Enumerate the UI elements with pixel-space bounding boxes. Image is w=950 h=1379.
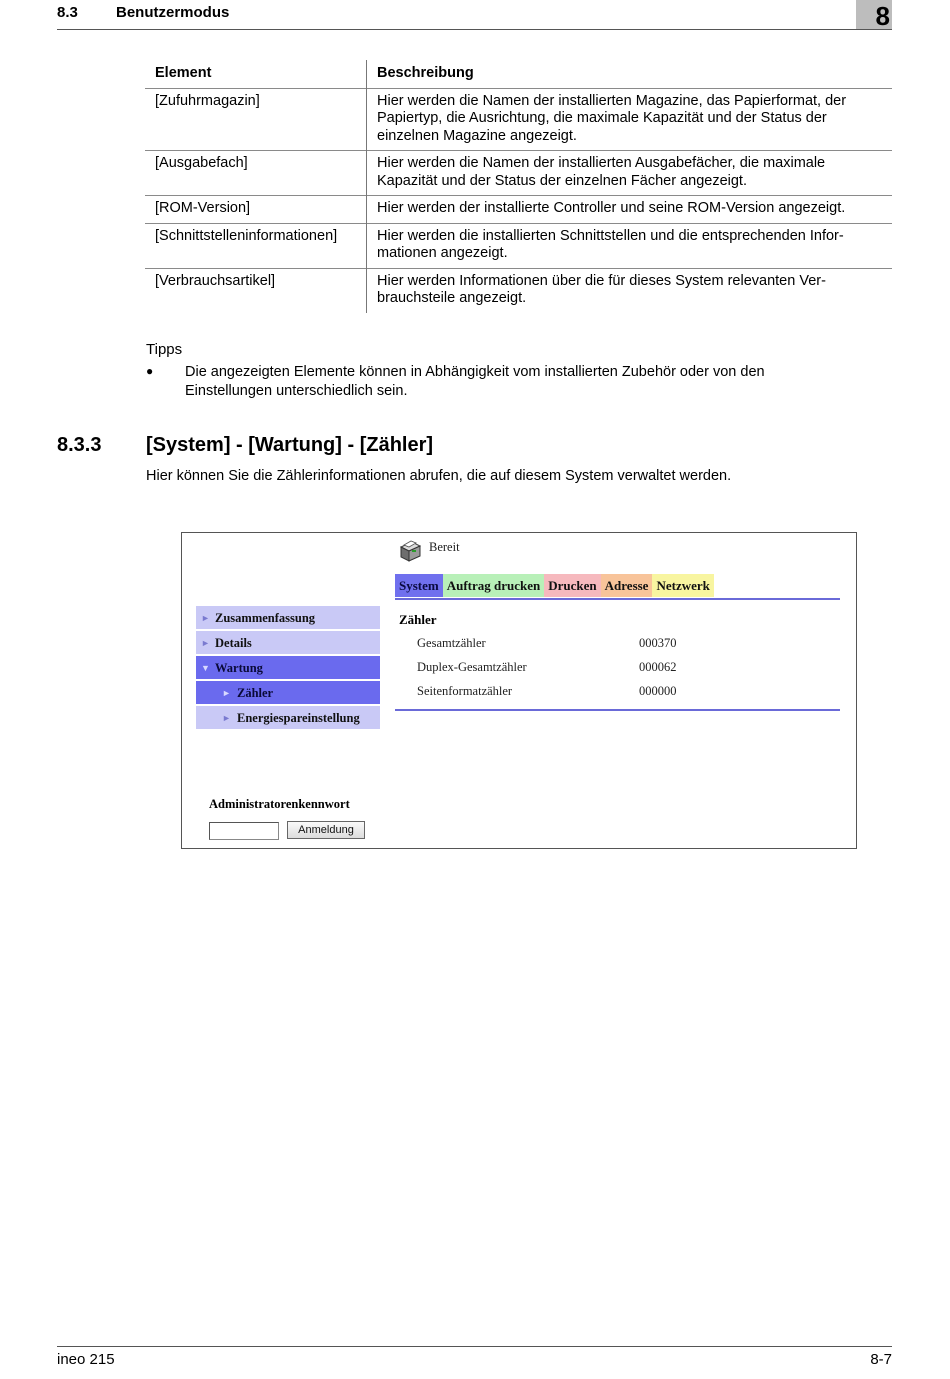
element-cell: [ROM-Version] bbox=[145, 196, 367, 224]
column-header-element: Element bbox=[145, 60, 367, 88]
counter-row bbox=[417, 660, 717, 680]
arrow-right-icon: ► bbox=[201, 638, 210, 648]
counter-label: Duplex-Gesamtzähler bbox=[417, 660, 527, 674]
element-table bbox=[145, 60, 892, 313]
tab-auftrag-drucken[interactable]: Auftrag drucken bbox=[443, 574, 545, 597]
tab-drucken[interactable]: Drucken bbox=[544, 574, 600, 597]
element-cell: [Zufuhrmagazin] bbox=[145, 88, 367, 151]
element-cell: [Ausgabefach] bbox=[145, 151, 367, 196]
tips-heading: Tipps bbox=[146, 341, 183, 358]
admin-password-label: Administratorenkennwort bbox=[209, 797, 350, 811]
tip-text bbox=[185, 363, 845, 401]
table-row bbox=[145, 223, 892, 268]
description-line: Hier werden Informationen über die für dieses System relevanten Ver- bbox=[377, 272, 826, 289]
arrow-right-icon: ► bbox=[201, 613, 210, 623]
description-line: mationen angezeigt. bbox=[377, 245, 508, 261]
description-line: Hier werden die Namen der installierten Ausgabefächer, die maximale bbox=[377, 155, 826, 171]
menu-item-label: Zusammenfassung bbox=[215, 611, 316, 625]
chapter-number: 8 bbox=[875, 1, 890, 31]
description-cell bbox=[367, 88, 893, 151]
counter-row bbox=[417, 636, 717, 656]
arrow-down-icon: ▼ bbox=[201, 663, 210, 673]
description-line: einzelnen Magazine angezeigt. bbox=[377, 127, 577, 144]
element-cell: [Schnittstelleninformationen] bbox=[145, 223, 367, 268]
header-section-number: 8.3 bbox=[57, 4, 78, 21]
section-number: 8.3.3 bbox=[57, 434, 102, 456]
element-cell: [Verbrauchsartikel] bbox=[145, 268, 367, 313]
printer-icon bbox=[397, 538, 423, 564]
menu-item-label: Zähler bbox=[237, 686, 274, 700]
description-line: Hier werden die Namen der installierten Magazine, das Papierformat, der bbox=[377, 92, 847, 109]
menu-item-label: Wartung bbox=[215, 661, 263, 675]
login-button[interactable]: Anmeldung bbox=[287, 821, 365, 839]
menu-item-label: Details bbox=[215, 636, 252, 650]
arrow-right-icon: ► bbox=[222, 713, 231, 723]
counter-value: 000000 bbox=[639, 684, 677, 698]
tip-line: Die angezeigten Elemente können in Abhängigkeit vom installierten Zubehör oder von den bbox=[185, 364, 765, 380]
footer-product: ineo 215 bbox=[57, 1351, 115, 1368]
bullet-icon: ● bbox=[146, 364, 154, 378]
tab-underline bbox=[395, 598, 840, 600]
description-line: Kapazität und der Status der einzelnen Fächer angezeigt. bbox=[377, 172, 747, 189]
status-text: Bereit bbox=[429, 540, 460, 554]
counter-row bbox=[417, 684, 717, 704]
table-row bbox=[145, 151, 892, 196]
header-section-title: Benutzermodus bbox=[116, 4, 230, 21]
description-cell bbox=[367, 151, 893, 196]
content-title: Zähler bbox=[399, 612, 437, 627]
counter-value: 000370 bbox=[639, 636, 677, 650]
table-header-row bbox=[145, 60, 892, 88]
description-line: Hier werden der installierte Controller und seine ROM-Version angezeigt. bbox=[377, 200, 846, 216]
menu-item-details[interactable] bbox=[196, 631, 380, 654]
menu-item-zaehler[interactable] bbox=[196, 681, 380, 704]
counter-value: 000062 bbox=[639, 660, 677, 674]
tab-adresse[interactable]: Adresse bbox=[601, 574, 653, 597]
menu-item-label: Energiespareinstellung bbox=[237, 711, 360, 725]
menu-item-zusammenfassung[interactable] bbox=[196, 606, 380, 629]
side-menu bbox=[196, 606, 380, 731]
menu-item-energiespareinstellung[interactable] bbox=[196, 706, 380, 729]
page-number: 8-7 bbox=[870, 1351, 892, 1368]
counter-label: Seitenformatzähler bbox=[417, 684, 513, 698]
tab-system[interactable]: System bbox=[395, 574, 443, 597]
chapter-tab bbox=[856, 0, 892, 29]
section-title: [System] - [Wartung] - [Zähler] bbox=[146, 434, 434, 456]
page-header bbox=[57, 0, 892, 30]
description-cell bbox=[367, 196, 893, 224]
tip-line: Einstellungen unterschiedlich sein. bbox=[185, 383, 408, 399]
table-row bbox=[145, 88, 892, 151]
arrow-right-icon: ► bbox=[222, 688, 231, 698]
table-row bbox=[145, 268, 892, 313]
footer-divider bbox=[57, 1346, 892, 1347]
menu-item-wartung[interactable] bbox=[196, 656, 380, 679]
table-row bbox=[145, 196, 892, 224]
section-intro: Hier können Sie die Zählerinformationen abrufen, die auf diesem System verwaltet werden. bbox=[146, 468, 732, 484]
tab-bar bbox=[395, 574, 714, 597]
content-divider bbox=[395, 709, 840, 711]
column-header-description: Beschreibung bbox=[377, 65, 474, 81]
description-line: Hier werden die installierten Schnittstellen und die entsprechenden Infor- bbox=[377, 227, 844, 244]
counter-label: Gesamtzähler bbox=[417, 636, 486, 650]
description-line: brauchsteile angezeigt. bbox=[377, 290, 527, 306]
description-cell bbox=[367, 268, 893, 313]
web-ui-screenshot bbox=[181, 532, 857, 849]
admin-password-input[interactable] bbox=[209, 822, 279, 840]
description-line: Papiertyp, die Ausrichtung, die maximale Kapazität und der Status der bbox=[377, 110, 827, 126]
description-cell bbox=[367, 223, 893, 268]
tab-netzwerk[interactable]: Netzwerk bbox=[652, 574, 713, 597]
